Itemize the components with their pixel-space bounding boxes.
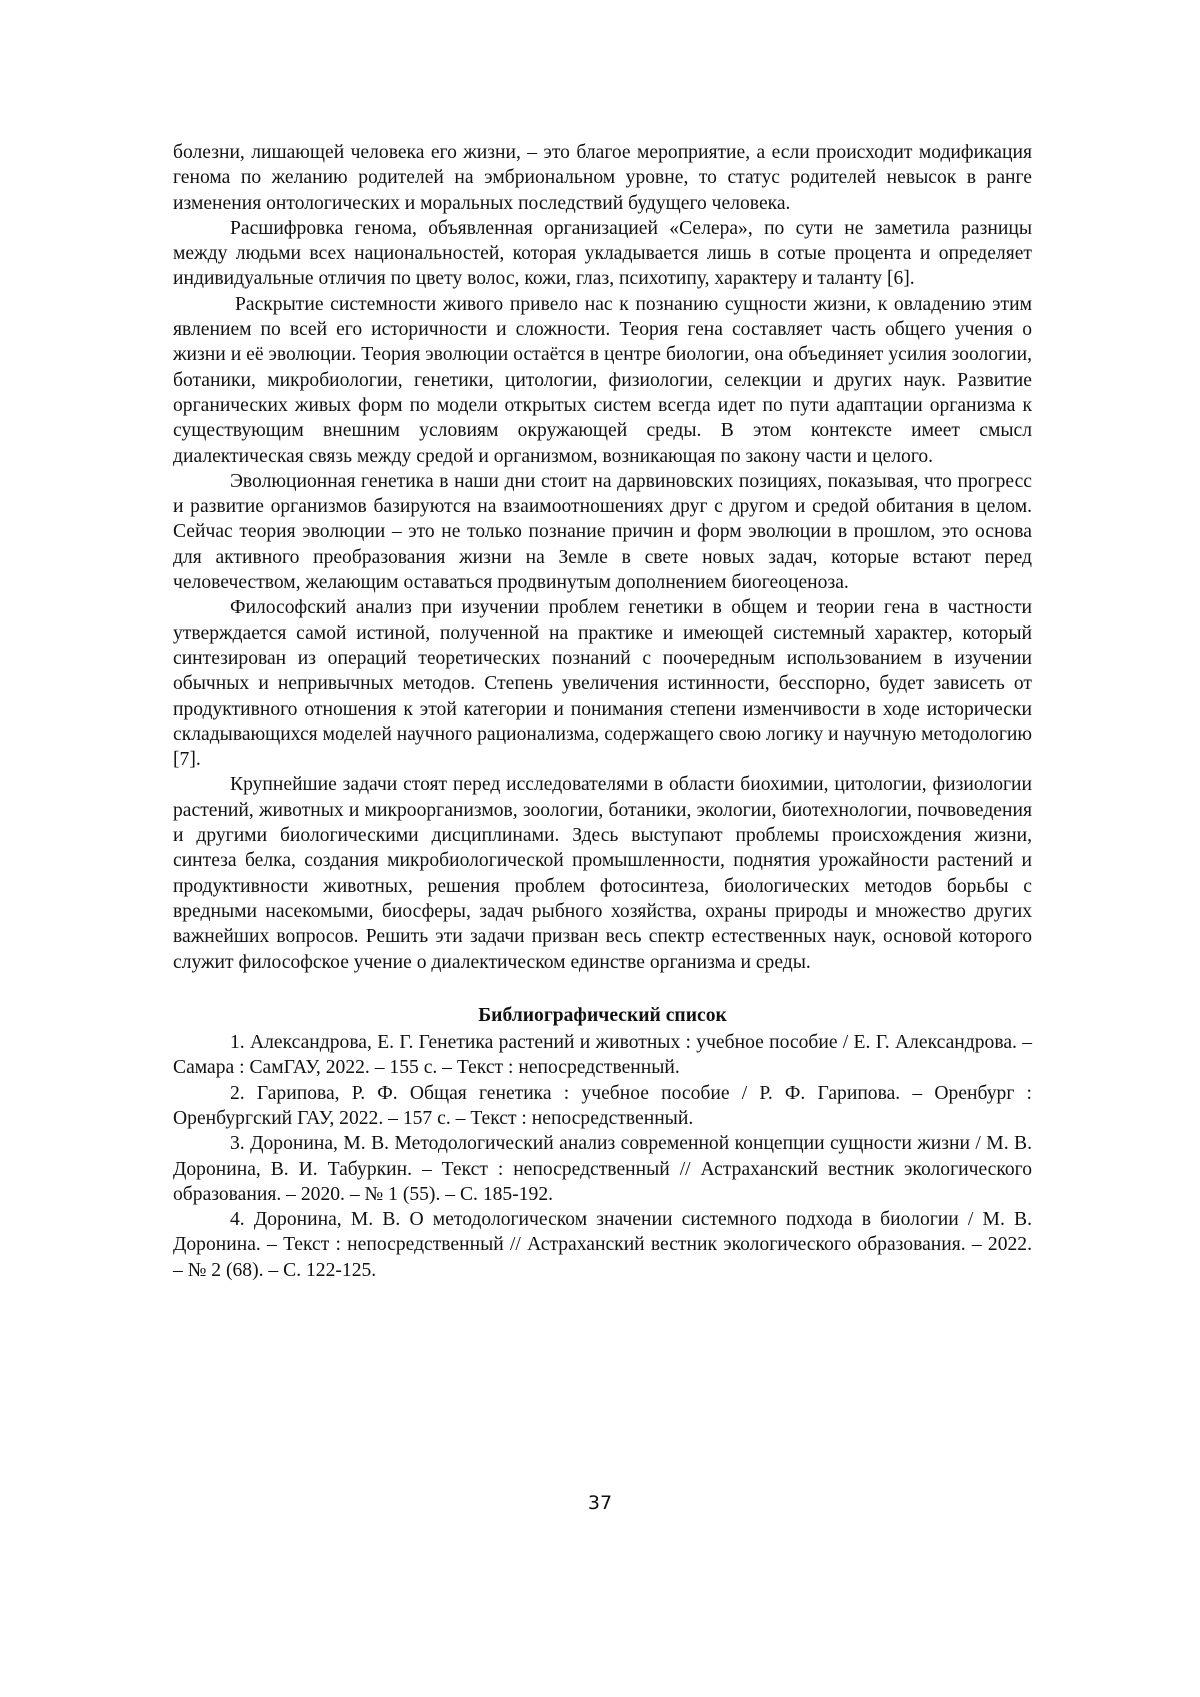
paragraph: Эволюционная генетика в наши дни стоит на дарвиновских позициях, показывая, что прогресс и развитие организмов базируются на взаимоотношениях друг с другом и средой обитания в целом. Сейчас теория эволюции – это не только познание причин и форм эволюции в прошлом, это основа для активного преобразования жизни на Земле в свете новых задач, которые встают перед человечеством, желающим оставаться продвинутым дополнением биогеоценоза.	[173, 470, 1032, 594]
paragraph-continuation: болезни, лишающей человека его жизни, – это благое мероприятие, а если происходит модификация генома по желанию родителей на эмбриональном уровне, то статус родителей невысок в ранге изменения онтологических и моральных последствий будущего человека.	[173, 142, 1032, 214]
bibliography-item: 2. Гарипова, Р. Ф. Общая генетика : учебное пособие / Р. Ф. Гарипова. – Оренбург : Оренбургский ГАУ, 2022. – 157 с. – Текст : непосредственный.	[173, 1082, 1032, 1129]
paragraph: Крупнейшие задачи стоят перед исследователями в области биохимии, цитологии, физиологии растений, животных и микроорганизмов, зоологии, ботаники, экологии, биотехнологии, почвоведения и другими биологическими дисциплинами. Здесь выступают проблемы происхождения жизни, синтеза белка, создания микробиологической промышленности, поднятия урожайности растений и продуктивности животных, решения проблем фотосинтеза, биологических методов борьбы с вредными насекомыми, биосферы, задач рыбного хозяйства, охраны природы и множество других важнейших вопросов. Решить эти задачи призван весь спектр естественных наук, основой которого служит философское учение о диалектическом единстве организма и среды.	[173, 774, 1032, 973]
paragraph: Раскрытие системности живого привело нас к познанию сущности жизни, к овладению этим явлением по всей его историчности и сложности. Теория гена составляет часть общего учения о жизни и её эволюции. Теория эволюции остаётся в центре биологии, она объединяет усилия зоологии, ботаники, микробиологии, генетики, цитологии, физиологии, селекции и других наук. Развитие органических живых форм по модели открытых систем всегда идет по пути адаптации организма к существующим внешним условиям окружающей среды. В этом контексте имеет смысл диалектическая связь между средой и организмом, возникающая по закону части и целого.	[173, 293, 1032, 467]
page-number: 37	[587, 1492, 613, 1514]
paragraph: Расшифровка генома, объявленная организацией «Селера», по сути не заметила разницы между людьми всех национальностей, которая укладывается лишь в сотые процента и определяет индивидуальные отличия по цвету волос, кожи, глаз, психотипу, характеру и таланту [6].	[173, 217, 1032, 290]
paragraph: Философский анализ при изучении проблем генетики в общем и теории гена в частности утверждается самой истиной, полученной на практике и имеющей системный характер, который синтезирован из операций теоретических познаний с поочередным использованием в изучении обычных и непривычных методов. Степень увеличения истинности, бесспорно, будет зависеть от продуктивного отношения к этой категории и понимания степени изменчивости в ходе исторически складывающихся моделей научного рационализма, содержащего свою логику и научную методологию [7].	[173, 597, 1032, 771]
bibliography-list	[173, 1030, 1032, 1283]
bibliography-item: 3. Доронина, М. В. Методологический анализ современной концепции сущности жизни / М. В. Доронина, В. И. Табуркин. – Текст : непосредственный // Астраханский вестник экологического образования. – 2020. – № 1 (55). – С. 185-192.	[173, 1133, 1032, 1205]
article-body	[173, 140, 1032, 1283]
bibliography-heading: Библиографический список	[478, 1004, 727, 1026]
bibliography-item: 4. Доронина, М. В. О методологическом значении системного подхода в биологии / М. В. Доронина. – Текст : непосредственный // Астраханский вестник экологического образования. – 2022. – № 2 (68). – С. 122-125.	[173, 1209, 1032, 1281]
bibliography-item: 1. Александрова, Е. Г. Генетика растений и животных : учебное пособие / Е. Г. Александрова. – Самара : СамГАУ, 2022. – 155 с. – Текст : непосредственный.	[173, 1032, 1032, 1079]
